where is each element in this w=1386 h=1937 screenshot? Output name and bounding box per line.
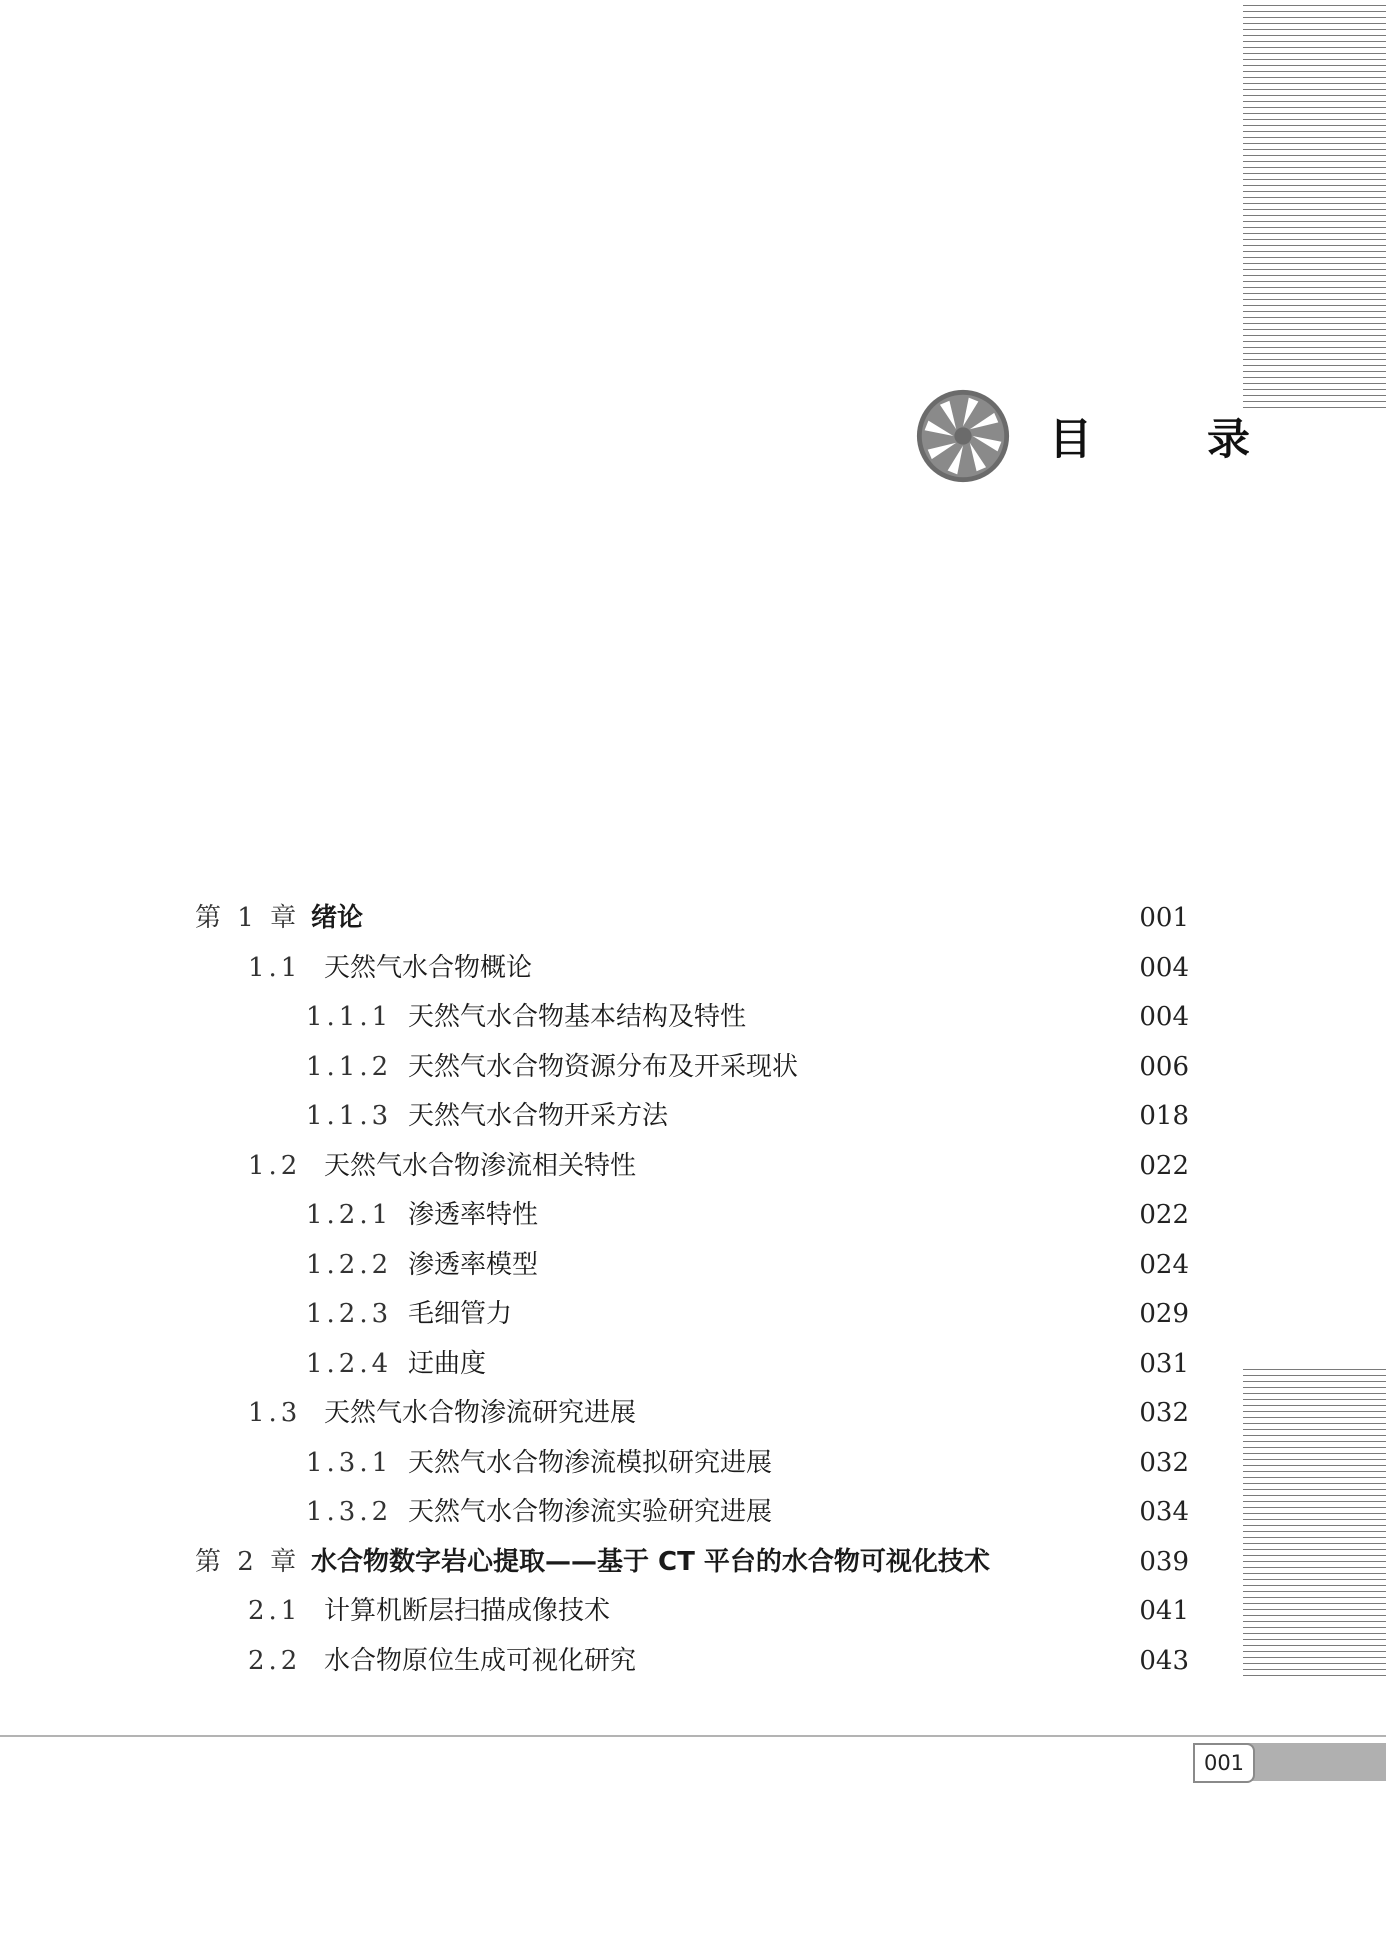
toc-entry-title: 天然气水合物渗流模拟研究进展	[408, 1448, 773, 1478]
toc-entry-number: 1.1.1	[306, 1002, 393, 1032]
toc-entry-page: 004	[1139, 953, 1189, 983]
toc-entry-page: 006	[1139, 1052, 1189, 1082]
toc-entry-number: 1.3.1	[306, 1448, 393, 1478]
toc-header	[915, 388, 1300, 484]
toc-entry-number: 1.2	[248, 1151, 302, 1181]
toc-dot-leader	[504, 1344, 1127, 1384]
toc-entry-title: 迂曲度	[408, 1349, 487, 1379]
toc-dot-leader	[816, 1047, 1127, 1087]
toc-entry-number: 2.2	[248, 1646, 302, 1676]
toc-entry-page: 031	[1139, 1349, 1189, 1379]
toc-dot-leader	[686, 1096, 1127, 1136]
toc-entry-title: 计算机断层扫描成像技术	[324, 1596, 611, 1626]
toc-entry-number: 第 1 章	[195, 903, 301, 933]
page-number: 001	[1193, 1743, 1255, 1783]
toc-subsection-entry[interactable]	[306, 997, 1189, 1037]
toc-entry-title: 水合物原位生成可视化研究	[324, 1646, 637, 1676]
toc-entry-page: 029	[1139, 1299, 1189, 1329]
toc-dot-leader	[790, 1492, 1127, 1532]
toc-subsection-entry[interactable]	[306, 1096, 1189, 1136]
toc-entry-page: 022	[1139, 1200, 1189, 1230]
toc-entry-number: 1.1	[248, 953, 302, 983]
toc-section-entry[interactable]	[248, 1393, 1189, 1433]
toc-entry-title: 天然气水合物资源分布及开采现状	[408, 1052, 799, 1082]
toc-chapter-entry[interactable]	[195, 898, 1189, 938]
toc-entry-number: 第 2 章	[195, 1547, 301, 1577]
toc-dot-leader	[628, 1591, 1127, 1631]
toc-entry-page: 004	[1139, 1002, 1189, 1032]
toc-entry-page: 001	[1139, 903, 1189, 933]
toc-section-entry[interactable]	[248, 948, 1189, 988]
toc-dot-leader	[654, 1641, 1127, 1681]
toc-subsection-entry[interactable]	[306, 1492, 1189, 1532]
toc-dot-leader	[764, 997, 1127, 1037]
toc-subsection-entry[interactable]	[306, 1294, 1189, 1334]
toc-entry-title: 绪论	[311, 903, 364, 933]
toc-entry-number: 1.2.4	[306, 1349, 393, 1379]
toc-entry-title: 天然气水合物渗流实验研究进展	[408, 1497, 773, 1527]
toc-entry-title: 天然气水合物开采方法	[408, 1101, 669, 1131]
toc-entry-number: 1.3.2	[306, 1497, 393, 1527]
toc-subsection-entry[interactable]	[306, 1245, 1189, 1285]
toc-dot-leader	[654, 1393, 1127, 1433]
toc-entry-page: 032	[1139, 1398, 1189, 1428]
toc-entry-page: 043	[1139, 1646, 1189, 1676]
toc-subsection-entry[interactable]	[306, 1047, 1189, 1087]
toc-section-entry[interactable]	[248, 1591, 1189, 1631]
toc-entry-title: 毛细管力	[408, 1299, 513, 1329]
toc-entry-title: 渗透率模型	[408, 1250, 539, 1280]
toc-section-entry[interactable]	[248, 1146, 1189, 1186]
toc-dot-leader	[381, 898, 1127, 938]
footer-divider	[0, 1735, 1386, 1737]
toc-subsection-entry[interactable]	[306, 1443, 1189, 1483]
toc-section-entry[interactable]	[248, 1641, 1189, 1681]
toc-entry-number: 2.1	[248, 1596, 302, 1626]
toc-entry-page: 018	[1139, 1101, 1189, 1131]
toc-dot-leader	[654, 1146, 1127, 1186]
toc-dot-leader	[556, 1195, 1127, 1235]
toc-entry-page: 022	[1139, 1151, 1189, 1181]
toc-entry-number: 1.1.3	[306, 1101, 393, 1131]
toc-entry-title: 天然气水合物渗流相关特性	[324, 1151, 637, 1181]
toc-entry-number: 1.1.2	[306, 1052, 393, 1082]
toc-entry-title: 渗透率特性	[408, 1200, 539, 1230]
toc-entry-number: 1.3	[248, 1398, 302, 1428]
page-title: 目 录	[1049, 414, 1300, 465]
toc-dot-leader	[1008, 1542, 1127, 1582]
toc-entry-title: 天然气水合物概论	[324, 953, 533, 983]
toc-entry-title: 天然气水合物基本结构及特性	[408, 1002, 747, 1032]
decorative-stripes-bottom	[1243, 1369, 1386, 1679]
toc-entry-number: 1.2.3	[306, 1299, 393, 1329]
toc-dot-leader	[530, 1294, 1127, 1334]
toc-dot-leader	[550, 948, 1127, 988]
toc-dot-leader	[556, 1245, 1127, 1285]
pinwheel-logo-icon	[915, 388, 1011, 484]
toc-subsection-entry[interactable]	[306, 1195, 1189, 1235]
toc-entry-number: 1.2.2	[306, 1250, 393, 1280]
toc-chapter-entry[interactable]	[195, 1542, 1189, 1582]
toc-entry-page: 034	[1139, 1497, 1189, 1527]
toc-dot-leader	[790, 1443, 1127, 1483]
decorative-stripes-top	[1243, 5, 1386, 412]
toc-entry-page: 041	[1139, 1596, 1189, 1626]
toc-entry-title: 天然气水合物渗流研究进展	[324, 1398, 637, 1428]
toc-entry-page: 032	[1139, 1448, 1189, 1478]
toc-entry-title: 水合物数字岩心提取——基于 CT 平台的水合物可视化技术	[311, 1547, 990, 1577]
toc-subsection-entry[interactable]	[306, 1344, 1189, 1384]
toc-entry-page: 024	[1139, 1250, 1189, 1280]
toc-entry-page: 039	[1139, 1547, 1189, 1577]
toc-entry-number: 1.2.1	[306, 1200, 393, 1230]
